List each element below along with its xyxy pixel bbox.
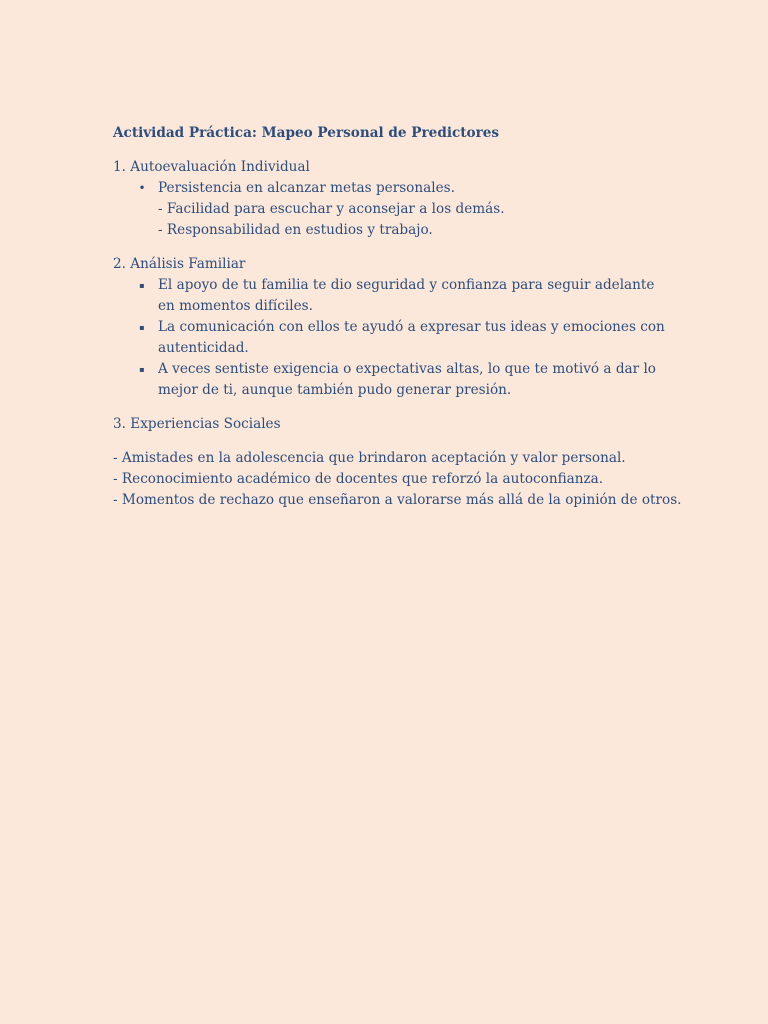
sub-line: - Facilidad para escuchar y aconsejar a los demás.	[158, 201, 505, 217]
section-heading: 3. Experiencias Sociales	[113, 416, 281, 432]
sub-line: - Responsabilidad en estudios y trabajo.	[158, 222, 433, 238]
list-line: - Amistades en la adolescencia que brindaron aceptación y valor personal.	[113, 450, 626, 466]
list-item	[113, 178, 673, 199]
section-autoevaluacion	[113, 157, 673, 241]
list-item-text: A veces sentiste exigencia o expectativas altas, lo que te motivó a dar lo mejor de ti, aunque también pudo generar presión.	[158, 361, 656, 398]
section-analisis-familiar	[113, 254, 673, 401]
list-line: - Reconocimiento académico de docentes que reforzó la autoconfianza.	[113, 471, 604, 487]
bullet-list	[113, 178, 673, 199]
document-title: Actividad Práctica: Mapeo Personal de Predictores	[113, 125, 500, 141]
list-item-text: El apoyo de tu familia te dio seguridad y confianza para seguir adelante en momentos difíciles.	[158, 277, 655, 314]
list-item-text: Persistencia en alcanzar metas personales.	[158, 180, 455, 196]
list-item-text: La comunicación con ellos te ayudó a expresar tus ideas y emociones con autenticidad.	[158, 319, 665, 356]
section-heading: 2. Análisis Familiar	[113, 256, 246, 272]
list-item	[113, 275, 673, 317]
list-item	[113, 359, 673, 401]
bullet-list	[113, 275, 673, 401]
bullet-square-icon: ▪	[139, 323, 145, 332]
plain-list	[113, 448, 682, 511]
list-item	[113, 317, 673, 359]
list-line: - Momentos de rechazo que enseñaron a valorarse más allá de la opinión de otros.	[113, 492, 682, 508]
document-content	[113, 123, 682, 524]
bullet-dot-icon: •	[138, 181, 146, 195]
section-experiencias-sociales	[113, 414, 682, 511]
section-heading: 1. Autoevaluación Individual	[113, 159, 310, 175]
bullet-square-icon: ▪	[139, 281, 145, 290]
bullet-square-icon: ▪	[139, 365, 145, 374]
